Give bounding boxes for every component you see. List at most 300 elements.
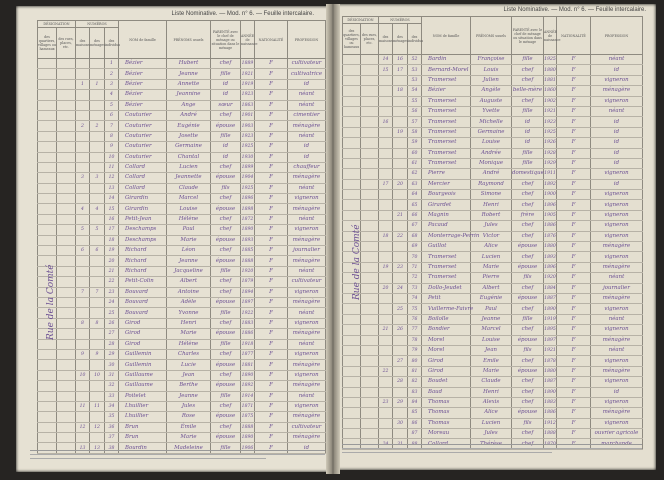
relationship-cell: chef [211, 287, 241, 297]
table-row [38, 225, 326, 235]
house-number-cell [76, 162, 90, 172]
household-number-cell: 30 [393, 418, 408, 428]
nationality-cell: F [557, 356, 591, 366]
relationship-cell: id [211, 152, 241, 162]
profession-cell: ménagère [591, 335, 643, 345]
surname-cell: Bardin [422, 55, 471, 65]
table-row [38, 173, 326, 183]
surname-cell: Tramerset [422, 127, 471, 137]
individual-number-cell: 25 [105, 308, 119, 318]
table-row [38, 194, 326, 204]
house-number-cell: 24 [379, 439, 393, 449]
nationality-cell: F [557, 242, 591, 252]
birth-year-cell: 1884 [544, 283, 557, 293]
house-number-cell [76, 183, 90, 193]
profession-cell: vigneron [591, 377, 643, 387]
profession-cell: ménagère [288, 121, 326, 131]
first-name-cell: Jeanne [167, 256, 211, 266]
header-nationalite: NATIONALITÉ [255, 21, 288, 59]
table-row [343, 314, 643, 324]
household-number-cell [90, 131, 105, 141]
individual-number-cell: 85 [408, 408, 422, 418]
relationship-cell: chef [512, 190, 544, 200]
street-cell [361, 418, 379, 428]
profession-cell: id [591, 65, 643, 75]
first-name-cell: Marie [167, 329, 211, 339]
first-name-cell: Hélène [167, 339, 211, 349]
street-cell [361, 75, 379, 85]
individual-number-cell: 19 [105, 246, 119, 256]
individual-number-cell: 11 [105, 162, 119, 172]
nationality-cell: F [557, 231, 591, 241]
first-name-cell: Rose [167, 412, 211, 422]
profession-cell: ménagère [288, 329, 326, 339]
relationship-cell: épouse [512, 366, 544, 376]
house-number-cell: 7 [76, 287, 90, 297]
first-name-cell: Jacqueline [167, 266, 211, 276]
profession-cell: néant [591, 273, 643, 283]
birth-year-cell: 1890 [544, 304, 557, 314]
profession-cell: vigneron [591, 418, 643, 428]
profession-cell: vigneron [591, 190, 643, 200]
table-row [343, 169, 643, 179]
surname-cell: Collard [119, 183, 167, 193]
individual-number-cell: 53 [408, 75, 422, 85]
first-name-cell: Angèle [471, 86, 512, 96]
household-number-cell [393, 106, 408, 116]
street-cell [361, 210, 379, 220]
street-cell [361, 262, 379, 272]
street-cell [57, 266, 76, 276]
street-cell [57, 110, 76, 120]
surname-cell: Girod [422, 366, 471, 376]
surname-cell: Girardin [119, 194, 167, 204]
profession-cell: néant [288, 391, 326, 401]
first-name-cell: Chantal [167, 152, 211, 162]
house-number-cell [379, 242, 393, 252]
house-number-cell [76, 266, 90, 276]
header-profession: PROFESSION [288, 21, 326, 59]
first-name-cell: Andrée [471, 148, 512, 158]
nationality-cell: F [255, 235, 288, 245]
nationality-cell: F [557, 397, 591, 407]
quartier-cell [343, 429, 361, 439]
house-number-cell [379, 273, 393, 283]
house-number-cell [76, 100, 90, 110]
household-number-cell [90, 297, 105, 307]
surname-cell: Boudet [422, 377, 471, 387]
nationality-cell: F [557, 439, 591, 449]
individual-number-cell: 10 [105, 152, 119, 162]
surname-cell: Collard [119, 173, 167, 183]
surname-cell: Couturier [119, 110, 167, 120]
house-number-cell: 6 [76, 246, 90, 256]
table-row [343, 252, 643, 262]
quartier-cell [38, 381, 57, 391]
quartier-cell [343, 179, 361, 189]
table-row [38, 69, 326, 79]
household-number-cell: 31 [393, 439, 408, 449]
table-row [343, 106, 643, 116]
household-number-cell: 13 [90, 443, 105, 453]
table-row [38, 287, 326, 297]
first-name-cell: Henri [471, 387, 512, 397]
right-street-label: Rue de la Comté [352, 224, 362, 300]
quartier-cell [38, 360, 57, 370]
profession-cell: ménagère [288, 381, 326, 391]
relationship-cell: id [512, 138, 544, 148]
profession-cell: vigneron [288, 194, 326, 204]
profession-cell: néant [288, 183, 326, 193]
table-row [38, 297, 326, 307]
surname-cell: Guillot [422, 242, 471, 252]
table-row [38, 90, 326, 100]
nationality-cell: F [557, 283, 591, 293]
birth-year-cell: 1920 [544, 273, 557, 283]
birth-year-cell: 1860 [544, 86, 557, 96]
surname-cell: Dollo-Jeudet [422, 283, 471, 293]
surname-cell: Thomas [422, 397, 471, 407]
nationality-cell: F [255, 204, 288, 214]
relationship-cell: épouse [211, 204, 241, 214]
individual-number-cell: 37 [105, 433, 119, 443]
quartier-cell [343, 387, 361, 397]
surname-cell: Girod [422, 356, 471, 366]
nationality-cell: F [557, 408, 591, 418]
individual-number-cell: 58 [408, 127, 422, 137]
birth-year-cell: 1890 [241, 225, 255, 235]
street-cell [361, 335, 379, 345]
relationship-cell: chef [512, 356, 544, 366]
profession-cell: ménagère [288, 235, 326, 245]
first-name-cell: Madeleine [167, 443, 211, 453]
birth-year-cell: 1888 [544, 429, 557, 439]
header-menages: des ménages [90, 28, 105, 59]
header-annee: ANNÉE de naissance [241, 21, 255, 59]
nationality-cell: F [557, 335, 591, 345]
table-row [38, 349, 326, 359]
birth-year-cell: 1883 [544, 397, 557, 407]
surname-cell: Bézier [119, 59, 167, 69]
relationship-cell: fille [512, 55, 544, 65]
quartier-cell [38, 79, 57, 89]
first-name-cell: Claude [471, 377, 512, 387]
relationship-cell: id [512, 117, 544, 127]
relationship-cell: fille [211, 266, 241, 276]
profession-cell: id [591, 138, 643, 148]
household-number-cell [90, 391, 105, 401]
house-number-cell [76, 339, 90, 349]
nationality-cell: F [557, 169, 591, 179]
surname-cell: Baud [422, 387, 471, 397]
house-number-cell [379, 158, 393, 168]
profession-cell: néant [591, 55, 643, 65]
street-cell [361, 65, 379, 75]
street-cell [361, 293, 379, 303]
table-row [343, 408, 643, 418]
individual-number-cell: 20 [105, 256, 119, 266]
nationality-cell: F [557, 304, 591, 314]
right-census-table [342, 16, 643, 450]
first-name-cell: Julien [471, 75, 512, 85]
individual-number-cell: 9 [105, 142, 119, 152]
individual-number-cell: 8 [105, 131, 119, 141]
birth-year-cell: 1926 [544, 138, 557, 148]
relationship-cell: épouse [211, 329, 241, 339]
street-cell [361, 314, 379, 324]
quartier-cell [343, 200, 361, 210]
profession-cell: vigneron [288, 401, 326, 411]
table-row [343, 335, 643, 345]
house-number-cell [76, 277, 90, 287]
household-number-cell [393, 96, 408, 106]
nationality-cell: F [557, 377, 591, 387]
birth-year-cell: 1889 [241, 59, 255, 69]
household-number-cell [90, 152, 105, 162]
surname-cell: Pierre [422, 169, 471, 179]
first-name-cell: Louise [167, 204, 211, 214]
first-name-cell: Jeanne [471, 314, 512, 324]
surname-cell: Tramerset [422, 96, 471, 106]
relationship-cell: chef [211, 370, 241, 380]
quartier-cell [343, 314, 361, 324]
house-number-cell: 8 [76, 318, 90, 328]
nationality-cell: F [557, 429, 591, 439]
first-name-cell: Berthe [167, 381, 211, 391]
house-number-cell [379, 252, 393, 262]
relationship-cell: fils [512, 418, 544, 428]
household-number-cell [90, 162, 105, 172]
household-number-cell [393, 158, 408, 168]
street-cell [361, 158, 379, 168]
street-cell [361, 408, 379, 418]
individual-number-cell: 88 [408, 439, 422, 449]
relationship-cell: chef [512, 304, 544, 314]
individual-number-cell: 80 [408, 356, 422, 366]
profession-cell: néant [591, 345, 643, 355]
surname-cell: Bouvard [119, 308, 167, 318]
table-row [38, 235, 326, 245]
relationship-cell: fille [211, 443, 241, 453]
first-name-cell: Thérèse [471, 439, 512, 449]
house-number-cell [379, 377, 393, 387]
surname-cell: Richard [119, 256, 167, 266]
birth-year-cell: 1888 [241, 256, 255, 266]
profession-cell: id [288, 79, 326, 89]
table-row [38, 183, 326, 193]
relationship-cell: chef [211, 59, 241, 69]
surname-cell: Deschamps [119, 235, 167, 245]
birth-year-cell: 1902 [544, 96, 557, 106]
nationality-cell: F [255, 162, 288, 172]
street-cell [57, 297, 76, 307]
profession-cell: cultivateur [288, 277, 326, 287]
left-census-table [37, 20, 326, 454]
nationality-cell: F [255, 443, 288, 453]
house-number-cell [379, 387, 393, 397]
first-name-cell: Raymond [471, 179, 512, 189]
nationality-cell: F [255, 391, 288, 401]
table-row [343, 65, 643, 75]
nationality-cell: F [557, 138, 591, 148]
table-row [343, 418, 643, 428]
individual-number-cell: 71 [408, 262, 422, 272]
house-number-cell [379, 169, 393, 179]
first-name-cell: Alice [471, 408, 512, 418]
surname-cell: Tramerset [422, 138, 471, 148]
first-name-cell: Lucie [167, 360, 211, 370]
surname-cell: Magnin [422, 210, 471, 220]
nationality-cell: F [557, 106, 591, 116]
surname-cell: Girod [119, 318, 167, 328]
individual-number-cell: 60 [408, 148, 422, 158]
household-number-cell [90, 256, 105, 266]
quartier-cell [38, 214, 57, 224]
birth-year-cell: 1923 [544, 117, 557, 127]
street-cell [361, 179, 379, 189]
household-number-cell [393, 75, 408, 85]
relationship-cell: chef [512, 325, 544, 335]
nationality-cell: F [255, 360, 288, 370]
street-cell [361, 138, 379, 148]
birth-year-cell: 1890 [544, 387, 557, 397]
relationship-cell: épouse [211, 173, 241, 183]
table-row [343, 262, 643, 272]
surname-cell: Vuillerme-Faivre [422, 304, 471, 314]
individual-number-cell: 15 [105, 204, 119, 214]
street-cell [57, 401, 76, 411]
street-cell [57, 90, 76, 100]
street-cell [57, 318, 76, 328]
table-row [343, 387, 643, 397]
quartier-cell [38, 110, 57, 120]
individual-number-cell: 78 [408, 335, 422, 345]
table-row [38, 422, 326, 432]
house-number-cell: 12 [76, 422, 90, 432]
table-row [38, 162, 326, 172]
table-row [38, 339, 326, 349]
household-number-cell [393, 169, 408, 179]
household-number-cell [393, 387, 408, 397]
house-number-cell [76, 235, 90, 245]
street-cell [57, 277, 76, 287]
house-number-cell [76, 110, 90, 120]
surname-cell: Morel [422, 335, 471, 345]
birth-year-cell: 1872 [241, 214, 255, 224]
first-name-cell: Marie [167, 433, 211, 443]
nationality-cell: F [255, 297, 288, 307]
street-cell [57, 433, 76, 443]
house-number-cell: 9 [76, 349, 90, 359]
header-individus: des individus [105, 28, 119, 59]
quartier-cell [38, 131, 57, 141]
header-rues: des rues, places, etc. [361, 24, 379, 55]
relationship-cell: fille [512, 148, 544, 158]
quartier-cell [38, 370, 57, 380]
nationality-cell: F [557, 179, 591, 189]
relationship-cell: fille [211, 308, 241, 318]
household-number-cell: 5 [90, 225, 105, 235]
surname-cell: Tramerset [422, 75, 471, 85]
profession-cell: vigneron [288, 318, 326, 328]
nationality-cell: F [557, 55, 591, 65]
nationality-cell: F [255, 401, 288, 411]
relationship-cell: fille [512, 106, 544, 116]
quartier-cell [343, 397, 361, 407]
street-cell [361, 96, 379, 106]
surname-cell: Guillaume [119, 370, 167, 380]
relationship-cell: fille [211, 69, 241, 79]
individual-number-cell: 61 [408, 158, 422, 168]
individual-number-cell: 59 [408, 138, 422, 148]
first-name-cell: Annette [167, 79, 211, 89]
nationality-cell: F [255, 422, 288, 432]
header-rues: des rues, places, etc. [57, 28, 76, 59]
first-name-cell: Alexis [471, 397, 512, 407]
profession-cell: ménagère [288, 297, 326, 307]
quartier-cell [343, 138, 361, 148]
profession-cell: vigneron [591, 75, 643, 85]
relationship-cell: chef [211, 194, 241, 204]
profession-cell: vigneron [591, 221, 643, 231]
household-number-cell [90, 194, 105, 204]
household-number-cell: 26 [393, 325, 408, 335]
first-name-cell: Hélène [167, 214, 211, 224]
house-number-cell: 5 [76, 225, 90, 235]
nationality-cell: F [255, 246, 288, 256]
household-number-cell: 4 [90, 204, 105, 214]
household-number-cell [90, 329, 105, 339]
surname-cell: Couturier [119, 142, 167, 152]
household-number-cell [393, 138, 408, 148]
surname-cell: Couturier [119, 152, 167, 162]
street-cell [361, 221, 379, 231]
first-name-cell: Germaine [167, 142, 211, 152]
birth-year-cell: 1892 [544, 179, 557, 189]
household-number-cell [393, 408, 408, 418]
birth-year-cell: 1878 [544, 356, 557, 366]
household-number-cell: 18 [393, 86, 408, 96]
relationship-cell: id [211, 90, 241, 100]
relationship-cell: chef [211, 349, 241, 359]
individual-number-cell: 67 [408, 221, 422, 231]
quartier-cell [38, 339, 57, 349]
first-name-cell: Henri [167, 318, 211, 328]
birth-year-cell: 1925 [241, 142, 255, 152]
first-name-cell: Louise [471, 138, 512, 148]
birth-year-cell: 1894 [241, 287, 255, 297]
surname-cell: Tramerset [422, 273, 471, 283]
birth-year-cell: 1911 [544, 169, 557, 179]
household-number-cell [90, 339, 105, 349]
surname-cell: Thomas [422, 418, 471, 428]
house-number-cell: 14 [379, 55, 393, 65]
street-cell [361, 148, 379, 158]
first-name-cell: Claude [167, 183, 211, 193]
table-row [38, 121, 326, 131]
first-name-cell: Jules [471, 221, 512, 231]
first-name-cell: Robert [471, 210, 512, 220]
profession-cell: néant [288, 90, 326, 100]
nationality-cell: F [255, 433, 288, 443]
individual-number-cell: 73 [408, 283, 422, 293]
first-name-cell: Emile [471, 356, 512, 366]
relationship-cell: épouse [211, 256, 241, 266]
profession-cell: id [591, 158, 643, 168]
profession-cell: vigneron [591, 325, 643, 335]
nationality-cell: F [557, 127, 591, 137]
household-number-cell [393, 345, 408, 355]
